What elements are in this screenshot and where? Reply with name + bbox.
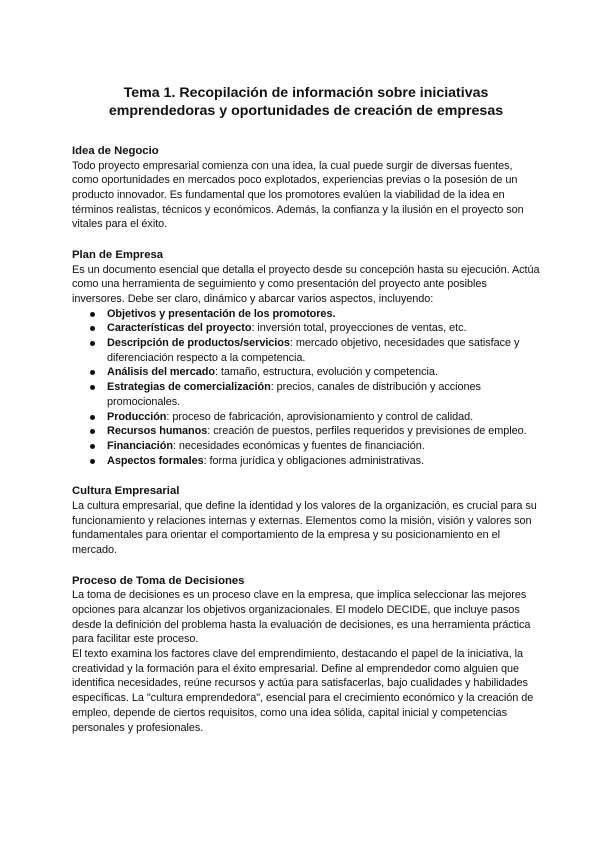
bullet-icon — [90, 415, 95, 420]
list-item — [90, 336, 540, 365]
bullet-icon — [90, 312, 95, 317]
bullet-term: Producción — [107, 410, 167, 423]
bullet-icon — [90, 341, 95, 346]
bullet-desc: : forma jurídica y obligaciones administrativas. — [203, 454, 424, 467]
bullet-desc: : mercado objetivo, necesidades que satisface y diferenciación respecto a la competencia. — [107, 337, 520, 364]
bullet-term: Recursos humanos — [107, 425, 208, 438]
bullet-term: Objetivos y presentación de los promotores. — [107, 307, 336, 320]
bullet-desc: : inversión total, proyecciones de ventas, etc. — [251, 322, 467, 335]
list-item — [90, 439, 540, 454]
section-paragraph: La cultura empresarial, que define la identidad y los valores de la organización, es crucial para su funcionamiento y relaciones internas y externas. Elementos como la misión, visión y valores son fundamentales para orientar el comportamiento de la empresa y su posicionamiento en el mercado. — [72, 499, 537, 556]
bullet-icon — [90, 326, 95, 331]
section-paragraph: La toma de decisiones es un proceso clave en la empresa, que implica seleccionar las mejores opciones para alcanzar los objetivos organizacionales. El modelo DECIDE, que incluye pasos desde la definición del problema hasta la evaluación de decisiones, es una herramienta práctica para facilitar este proceso. — [72, 589, 531, 646]
bullet-desc: : tamaño, estructura, evolución y competencia. — [214, 366, 438, 379]
bullet-desc: : creación de puestos, perfiles requeridos y previsiones de empleo. — [207, 425, 527, 438]
list-item — [90, 424, 540, 439]
bullet-term: Descripción de productos/servicios — [107, 337, 290, 350]
section-paragraph: El texto examina los factores clave del emprendimiento, destacando el papel de la iniciativa, la creatividad y la formación para el éxito empresarial. Define al emprendedor como alguien que identifica necesidades, reúne recursos y actúa para satisfacerlas, bajo cualidades y habilidades específicas. La "cultura emprendedora", esencial para el crecimiento económico y la creación de empleo, depende de ciertos requisitos, como una idea sólida, capital inicial y competencias personales y profesionales. — [72, 647, 534, 734]
bullet-icon — [90, 370, 95, 375]
section-heading: Cultura Empresarial — [72, 485, 180, 498]
list-item — [90, 307, 540, 322]
bullet-term: Aspectos formales — [107, 454, 204, 467]
bullet-desc: : precios, canales de distribución y acciones promocionales. — [107, 381, 481, 408]
list-item — [90, 380, 540, 409]
document-title: Tema 1. Recopilación de información sobre iniciativas emprendedoras y oportunidades de creación de empresas — [108, 85, 504, 119]
bullet-term: Estrategias de comercialización — [107, 381, 271, 394]
bullet-term: Financiación — [107, 439, 173, 452]
bullet-icon — [90, 429, 95, 434]
plan-bullet-list — [72, 307, 540, 469]
section-plan-de-empresa — [72, 248, 540, 468]
bullet-desc: : proceso de fabricación, aprovisionamiento y control de calidad. — [166, 410, 474, 423]
bullet-desc: : necesidades económicas y fuentes de financiación. — [172, 439, 425, 452]
list-item — [90, 321, 540, 336]
bullet-icon — [90, 459, 95, 464]
list-item — [90, 454, 540, 469]
bullet-term: Análisis del mercado — [107, 366, 215, 379]
section-heading: Plan de Empresa — [72, 249, 164, 262]
list-item — [90, 410, 540, 425]
bullet-term: Características del proyecto — [107, 322, 252, 335]
section-idea-de-negocio — [72, 144, 540, 232]
bullet-icon — [90, 385, 95, 390]
section-paragraph: Todo proyecto empresarial comienza con una idea, la cual puede surgir de diversas fuentes, como oportunidades en mercados poco explotados, experiencias previas o la posesión de un producto innovador. Es fundamental que los promotores evalúen la viabilidad de la idea en términos realistas, técnicos y económicos. Además, la confianza y la ilusión en el proyecto son vitales para el éxito. — [72, 159, 524, 231]
bullet-icon — [90, 444, 95, 449]
list-item — [90, 365, 540, 380]
section-toma-de-decisiones — [72, 574, 540, 736]
section-heading: Idea de Negocio — [72, 145, 159, 157]
section-cultura-empresarial — [72, 484, 540, 557]
section-paragraph: Es un documento esencial que detalla el proyecto desde su concepción hasta su ejecución. Actúa como una herramienta de seguimiento y como presentación del proyecto ante posibles inversores. Debe ser claro, dinámico y abarcar varios aspectos, incluyendo: — [72, 263, 540, 305]
section-heading: Proceso de Toma de Decisiones — [72, 574, 245, 587]
